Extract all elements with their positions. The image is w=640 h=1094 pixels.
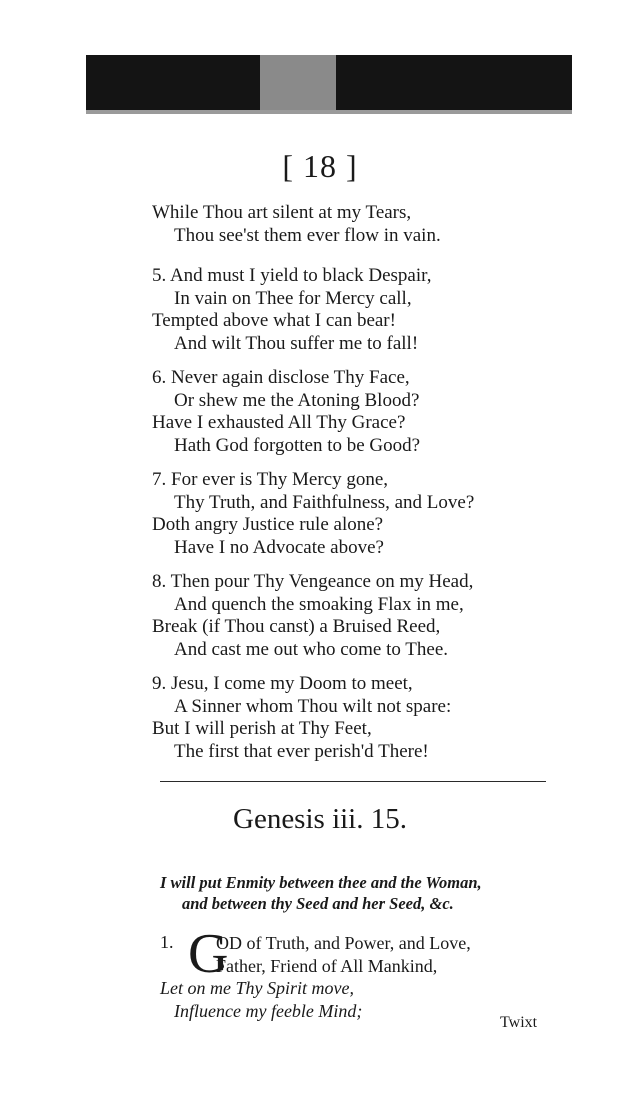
stanza-line: While Thou art silent at my Tears,	[152, 202, 412, 223]
stanza-line: The first that ever perish'd There!	[174, 740, 429, 762]
stanza-line: Have I no Advocate above?	[174, 536, 384, 558]
scan-header-patch	[260, 55, 336, 110]
stanza-line: A Sinner whom Thou wilt not spare:	[174, 695, 452, 717]
hymn-line: Father, Friend of All Mankind,	[216, 955, 438, 976]
stanza-continuation	[152, 202, 572, 247]
catchword: Twixt	[500, 1014, 538, 1031]
stanza-line: Break (if Thou canst) a Bruised Reed,	[152, 616, 441, 637]
section-divider	[160, 781, 546, 782]
stanza-5	[152, 265, 572, 355]
stanza-line: Thy Truth, and Faithfulness, and Love?	[174, 491, 475, 513]
stanza-8	[152, 571, 572, 661]
stanza-line: 5. And must I yield to black Despair,	[152, 265, 432, 286]
scan-header-bar	[86, 55, 572, 110]
stanza-line: Have I exhausted All Thy Grace?	[152, 412, 406, 433]
hymn-line: Let on me Thy Spirit move,	[160, 978, 354, 998]
stanza-9	[152, 673, 572, 763]
epigraph-line: I will put Enmity between thee and the Woman,	[160, 873, 482, 892]
stanza-line: Or shew me the Atoning Blood?	[174, 389, 420, 411]
stanza-line: But I will perish at Thy Feet,	[152, 718, 372, 739]
stanza-line: 8. Then pour Thy Vengeance on my Head,	[152, 571, 474, 592]
page-number: [ 18 ]	[282, 148, 358, 184]
stanza-line: And quench the smoaking Flax in me,	[174, 593, 464, 615]
drop-cap: G	[188, 923, 229, 985]
hymn-stanza-1	[160, 923, 580, 1022]
stanza-line: Doth angry Justice rule alone?	[152, 514, 384, 535]
epigraph	[160, 872, 560, 914]
stanza-line: In vain on Thee for Mercy call,	[174, 287, 412, 309]
stanza-line: Hath God forgotten to be Good?	[174, 434, 421, 456]
hymn-number: 1.	[160, 932, 174, 952]
stanza-6	[152, 367, 572, 457]
stanza-line: Tempted above what I can bear!	[152, 310, 396, 331]
hymn-line: Influence my feeble Mind;	[174, 1000, 363, 1021]
epigraph-line: and between thy Seed and her Seed, &c.	[182, 894, 454, 913]
hymn-line: OD of Truth, and Power, and Love,	[216, 933, 471, 953]
stanza-line: Thou see'st them ever flow in vain.	[174, 224, 441, 246]
stanza-line: 7. For ever is Thy Mercy gone,	[152, 469, 389, 490]
stanza-line: 6. Never again disclose Thy Face,	[152, 367, 410, 388]
scan-header-rule	[86, 110, 572, 114]
stanza-line: 9. Jesu, I come my Doom to meet,	[152, 673, 413, 694]
section-heading: Genesis iii. 15.	[233, 803, 407, 835]
stanza-line: And wilt Thou suffer me to fall!	[174, 332, 419, 354]
stanza-7	[152, 469, 572, 559]
stanza-line: And cast me out who come to Thee.	[174, 638, 449, 660]
